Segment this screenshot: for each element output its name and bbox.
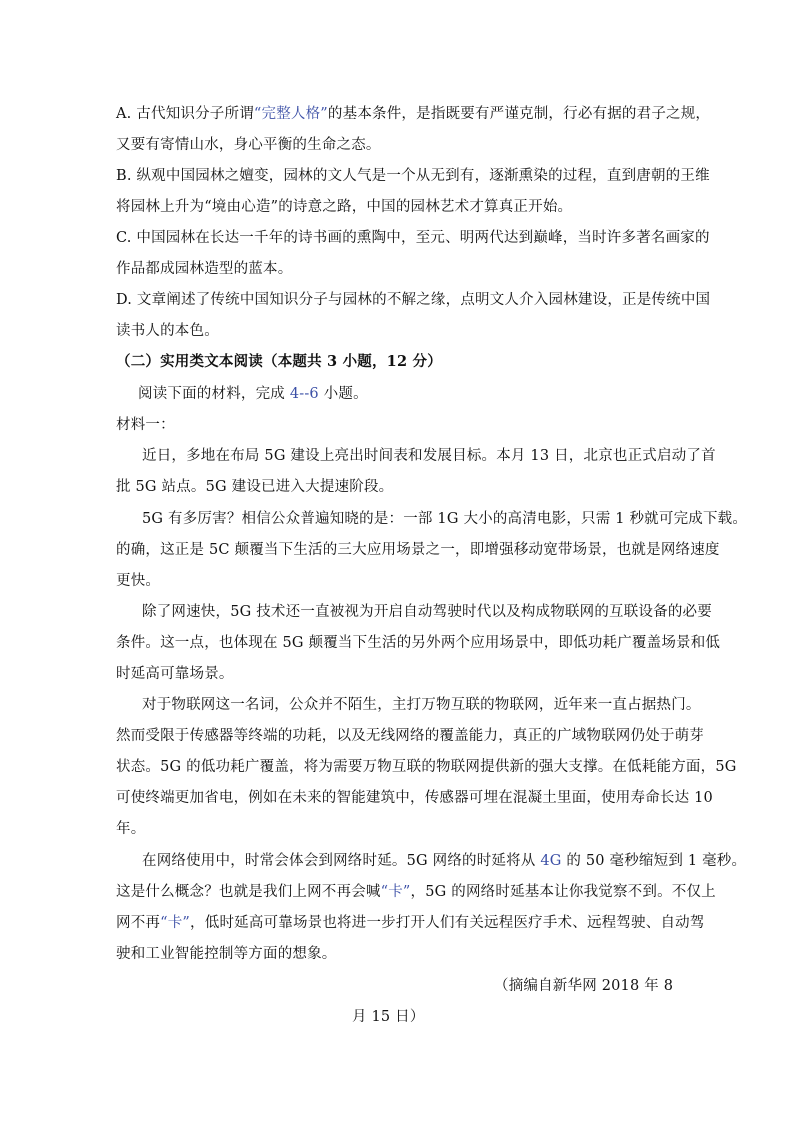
question-range: 4--6 bbox=[289, 386, 319, 402]
paragraph-3-line-1: 除了网速快，5G 技术还一直被视为开启自动驾驶时代以及构成物联网的互联设备的必要 bbox=[142, 604, 712, 620]
quote-ka-1: “卡” bbox=[380, 884, 411, 900]
paragraph-5-line-1 bbox=[142, 851, 746, 871]
paragraph-4-line-3: 状态。5G 的低功耗广覆盖，将为需要万物互联的物联网提供新的强大支撑。在低耗能方面，5G bbox=[116, 759, 737, 775]
section-heading: （二）实用类文本阅读（本题共 3 小题，12 分） bbox=[116, 353, 442, 370]
option-c-line-2: 作品都成园林造型的蓝本。 bbox=[116, 261, 293, 277]
term-4g: 4G bbox=[540, 853, 562, 869]
paragraph-5-line-1-suffix: 的 50 毫秒缩短到 1 毫秒。 bbox=[561, 853, 747, 869]
option-b-line-2: 将园林上升为“境由心造”的诗意之路，中国的园林艺术才算真正开始。 bbox=[116, 199, 573, 215]
paragraph-4-line-4: 可使终端更加省电，例如在未来的智能建筑中，传感器可埋在混凝土里面，使用寿命长达 10 bbox=[116, 790, 713, 806]
option-b-line-1: B. 纵观中国园林之嬗变，园林的文人气是一个从无到有，逐渐熏染的过程，直到唐朝的王维 bbox=[116, 168, 710, 184]
paragraph-2-line-1: 5G 有多厉害？相信公众普遍知晓的是：一部 1G 大小的高清电影，只需 1 秒就可完成下载。 bbox=[142, 511, 748, 527]
material-label: 材料一： bbox=[116, 417, 175, 433]
instruction-suffix: 小题。 bbox=[318, 386, 368, 402]
instruction-prefix: 阅读下面的材料，完成 bbox=[138, 386, 290, 402]
paragraph-2-line-2: 的确，这正是 5C 颠覆当下生活的三大应用场景之一，即增强移动宽带场景，也就是网络速度 bbox=[116, 542, 720, 558]
quote-ka-2: “卡” bbox=[160, 915, 191, 931]
paragraph-5-line-3 bbox=[116, 913, 705, 933]
option-a-suffix: 的基本条件，是指既要有严谨克制，行必有据的君子之规， bbox=[327, 106, 711, 122]
instruction-line bbox=[138, 384, 368, 404]
paragraph-5-line-2-suffix: ，5G 的网络时延基本让你我觉察不到。不仅上 bbox=[410, 884, 716, 900]
paragraph-4-line-2: 然而受限于传感器等终端的功耗，以及无线网络的覆盖能力，真正的广域物联网仍处于萌芽 bbox=[116, 728, 704, 744]
paragraph-5-line-3-prefix: 网不再 bbox=[116, 915, 161, 931]
source-citation-line-2: 月 15 日） bbox=[352, 1009, 425, 1025]
option-d-line-2: 读书人的本色。 bbox=[116, 323, 219, 339]
paragraph-4-line-5: 年。 bbox=[116, 821, 146, 837]
option-a-quote: “完整人格” bbox=[253, 106, 328, 122]
paragraph-5-line-3-suffix: ，低时延高可靠场景也将进一步打开人们有关远程医疗手术、远程驾驶、自动驾 bbox=[190, 915, 705, 931]
paragraph-1-line-2: 批 5G 站点。5G 建设已进入大提速阶段。 bbox=[116, 479, 394, 495]
paragraph-1-line-1: 近日，多地在布局 5G 建设上亮出时间表和发展目标。本月 13 日，北京也正式启动了首 bbox=[142, 448, 716, 464]
paragraph-5-line-4: 驶和工业智能控制等方面的想象。 bbox=[116, 946, 337, 962]
paragraph-4-line-1: 对于物联网这一名词，公众并不陌生，主打万物互联的物联网，近年来一直占据热门。 bbox=[142, 697, 701, 713]
paragraph-3-line-2: 条件。这一点，也体现在 5G 颠覆当下生活的另外两个应用场景中，即低功耗广覆盖场景和低 bbox=[116, 635, 721, 651]
source-citation-line-1: （摘编自新华网 2018 年 8 bbox=[494, 978, 674, 994]
paragraph-5-line-1-prefix: 在网络使用中，时常会体会到网络时延。5G 网络的时延将从 bbox=[142, 853, 541, 869]
option-a-line-1 bbox=[116, 104, 710, 124]
paragraph-2-line-3: 更快。 bbox=[116, 573, 161, 589]
paragraph-3-line-3: 时延高可靠场景。 bbox=[116, 666, 234, 682]
paragraph-5-line-2-prefix: 这是什么概念？也就是我们上网不再会喊 bbox=[116, 884, 381, 900]
option-a-line-2: 又要有寄情山水，身心平衡的生命之态。 bbox=[116, 137, 381, 153]
option-d-line-1: D. 文章阐述了传统中国知识分子与园林的不解之缘，点明文人介入园林建设，正是传统中国 bbox=[116, 292, 711, 308]
paragraph-5-line-2 bbox=[116, 882, 716, 902]
option-c-line-1: C. 中国园林在长达一千年的诗书画的熏陶中，至元、明两代达到巅峰，当时许多著名画家的 bbox=[116, 230, 710, 246]
option-a-prefix: A. 古代知识分子所谓 bbox=[116, 106, 254, 122]
